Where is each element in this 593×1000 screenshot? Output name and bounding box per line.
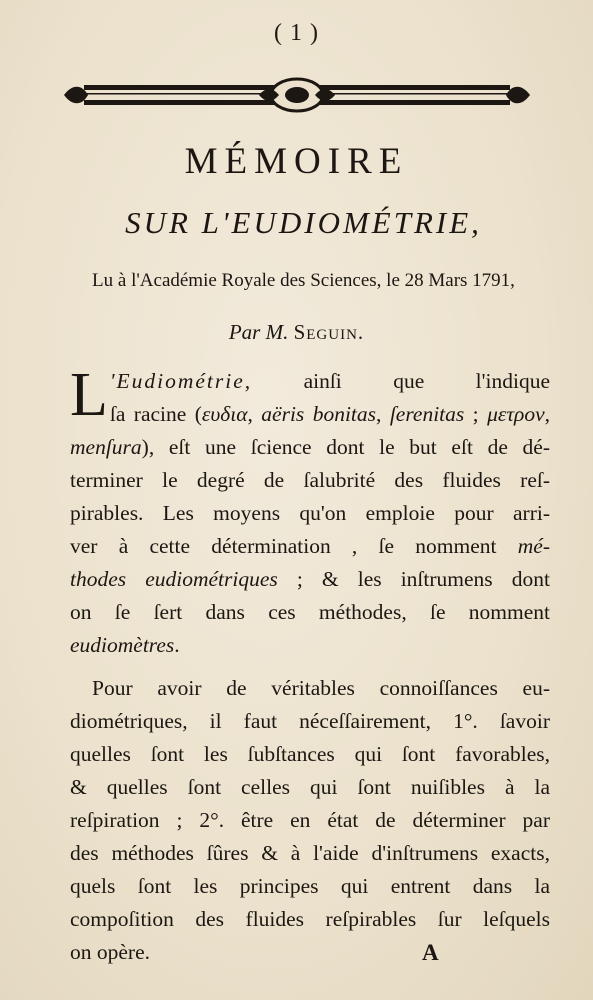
text-run: ευδια bbox=[201, 402, 248, 426]
paragraph-2 bbox=[70, 672, 550, 969]
body-text bbox=[70, 361, 551, 969]
text-line bbox=[70, 365, 550, 398]
text-run: terminer le degré de ſalubrité des fluides reſ- bbox=[70, 468, 550, 492]
page-number: ( 1 ) bbox=[274, 20, 319, 46]
text-run: 'Eudiométrie, bbox=[109, 369, 253, 393]
text-line bbox=[70, 629, 550, 662]
text-line bbox=[70, 398, 550, 431]
byline-prefix: Par M. bbox=[228, 320, 289, 344]
signature-mark: A bbox=[422, 940, 439, 965]
text-run: ainſi que l'indique bbox=[252, 369, 550, 393]
text-run: μετρον bbox=[487, 402, 545, 426]
text-line: reſpiration ; 2°. être en état de déterminer par bbox=[70, 808, 550, 832]
text-line bbox=[70, 530, 550, 563]
text-run: , bbox=[544, 402, 551, 426]
text-line: Pour avoir de véritables connoiſſances eu- bbox=[92, 676, 550, 700]
text-run: ver à cette détermination , ſe nomment bbox=[70, 534, 518, 558]
text-run: mé- bbox=[517, 534, 550, 558]
text-run: ; & les inſtrumens dont bbox=[277, 567, 550, 591]
text-line: des méthodes ſûres & à l'aide d'inſtrumens exacts, bbox=[70, 841, 550, 865]
paragraph-1 bbox=[70, 361, 551, 662]
byline-author: Seguin. bbox=[293, 320, 365, 344]
text-line: diométriques, il faut néceſſairement, 1°. ſavoir bbox=[70, 709, 550, 733]
text-run: ; bbox=[464, 402, 488, 426]
headpiece-ornament bbox=[64, 76, 530, 116]
text-line: on opère. bbox=[70, 940, 150, 964]
text-run: eudiomètres bbox=[70, 633, 175, 657]
text-run: ſerenitas bbox=[389, 402, 465, 426]
text-line: compoſition des fluides reſpirables ſur leſquels bbox=[70, 907, 550, 931]
memoir-subtitle: SUR L'EUDIOMÉTRIE, bbox=[125, 205, 482, 240]
text-run: on ſe ſert dans ces méthodes, ſe nomment bbox=[70, 600, 550, 624]
text-run: thodes eudiométriques bbox=[70, 567, 278, 591]
read-at-academy-line: Lu à l'Académie Royale des Sciences, le 28 Mars 1791, bbox=[92, 270, 515, 291]
text-run: ), eſt une ſcience dont le but eſt de dé- bbox=[141, 435, 550, 459]
text-line: & quelles ſont celles qui ſont nuiſibles à la bbox=[70, 775, 550, 799]
drop-cap: L bbox=[70, 361, 108, 429]
byline bbox=[0, 320, 593, 345]
text-line bbox=[70, 563, 550, 596]
text-line: quelles ſont les ſubſtances qui ſont favorables, bbox=[70, 742, 550, 766]
text-run: aëris bonitas bbox=[261, 402, 377, 426]
text-run: ſa racine ( bbox=[109, 402, 202, 426]
text-run: menſura bbox=[70, 435, 142, 459]
text-line: quels ſont les principes qui entrent dans la bbox=[70, 874, 550, 898]
text-run: , bbox=[376, 402, 390, 426]
text-line bbox=[70, 431, 550, 464]
text-line bbox=[70, 497, 550, 530]
text-run: pirables. Les moyens qu'on emploie pour arri- bbox=[70, 501, 550, 525]
text-run: . bbox=[174, 633, 180, 657]
memoir-title: MÉMOIRE bbox=[184, 141, 409, 182]
text-line bbox=[70, 596, 550, 629]
text-line bbox=[70, 464, 550, 497]
text-run: , bbox=[247, 402, 262, 426]
